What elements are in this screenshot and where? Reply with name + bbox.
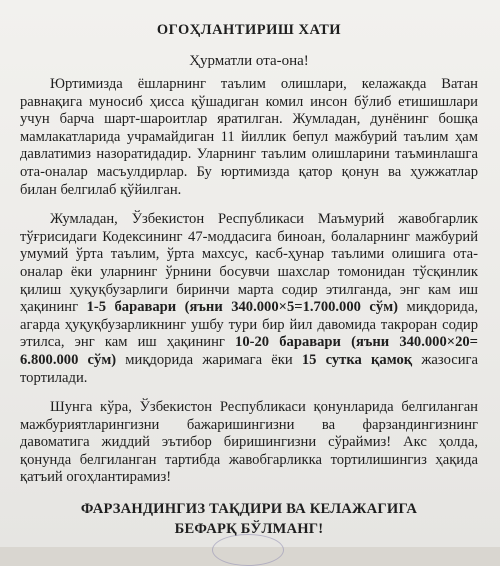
penalty-middle-text: миқдорида, агарда ҳуқуқбузарликнинг ушбу тури бир йил давомида такроран содир этилса, энг кам иш ҳақининг bbox=[20, 299, 478, 351]
document-title: ОГОҲЛАНТИРИШ ХАТИ bbox=[156, 22, 342, 38]
penalty-end-text: жазосига тортилади. bbox=[20, 351, 478, 386]
greeting: Ҳурматли ота-она! bbox=[189, 53, 309, 69]
closing-line-1: ФАРЗАНДИНГИЗ ТАҚДИРИ ВА КЕЛАЖАГИГА bbox=[80, 501, 418, 518]
arrest-term: 15 сутка қамоқ bbox=[301, 351, 413, 368]
paragraph-intro: Юртимизда ёшларнинг таълим олишлари, келажакда Ватан равнақига муносиб ҳисса қўшадиган комил инсон бўлиб етишишлари учун барча шарт-шароитлар яратилган. Жумладан, дунёнинг бошқа мамлакатларида учрамайдиган 11 йиллик бепул мажбурий таълим ҳам давлатимиз назоратидадир. Уларнинг таълим олишларини таъминлашга ота-оналар масъулдирлар. Бу юртимизда қатор қонун ва ҳужжатлар билан белгилаб қўйилган. bbox=[20, 76, 478, 198]
penalty-intro-text: Жумладан, Ўзбекистон Республикаси Маъмурий жавобгарлик тўғрисидаги Кодексининг 47-моддасига биноан, болаларнинг мажбурий умумий ўрта таълим, ўрта махсус, касб-ҳунар таълими олишига ота-оналар ёки уларнинг ўрнини босувчи шахслар томонидан тўсқинлик қилиш ҳуқуқбузарлиги биринчи марта содир этилганда, энг кам иш ҳақининг bbox=[20, 211, 478, 316]
penalty-middle2-text: миқдорида жаримага ёки bbox=[116, 351, 302, 368]
first-fine-amount: 1-5 баравари (яъни 340.000×5=1.700.000 сўм) bbox=[86, 299, 398, 316]
closing-line-2: БЕФАРҚ БЎЛМАНГ! bbox=[174, 521, 324, 538]
repeat-fine-amount: 10-20 баравари (яъни 340.000×20= 6.800.000 сўм) bbox=[20, 334, 478, 368]
paragraph-penalties bbox=[20, 211, 478, 387]
stamp-mark bbox=[212, 534, 284, 566]
paragraph-warning: Шунга кўра, Ўзбекистон Республикаси қонунларида белгиланган мажбуриятларингизни бажаришингизни ва фарзандингизнинг давоматига жиддий эътибор биришингизни сўраймиз! Акс ҳолда, қонунда белгиланган тартибда жавобгарликка тортилишингиз ҳақида қатъий огоҳлантирамиз! bbox=[20, 399, 478, 486]
